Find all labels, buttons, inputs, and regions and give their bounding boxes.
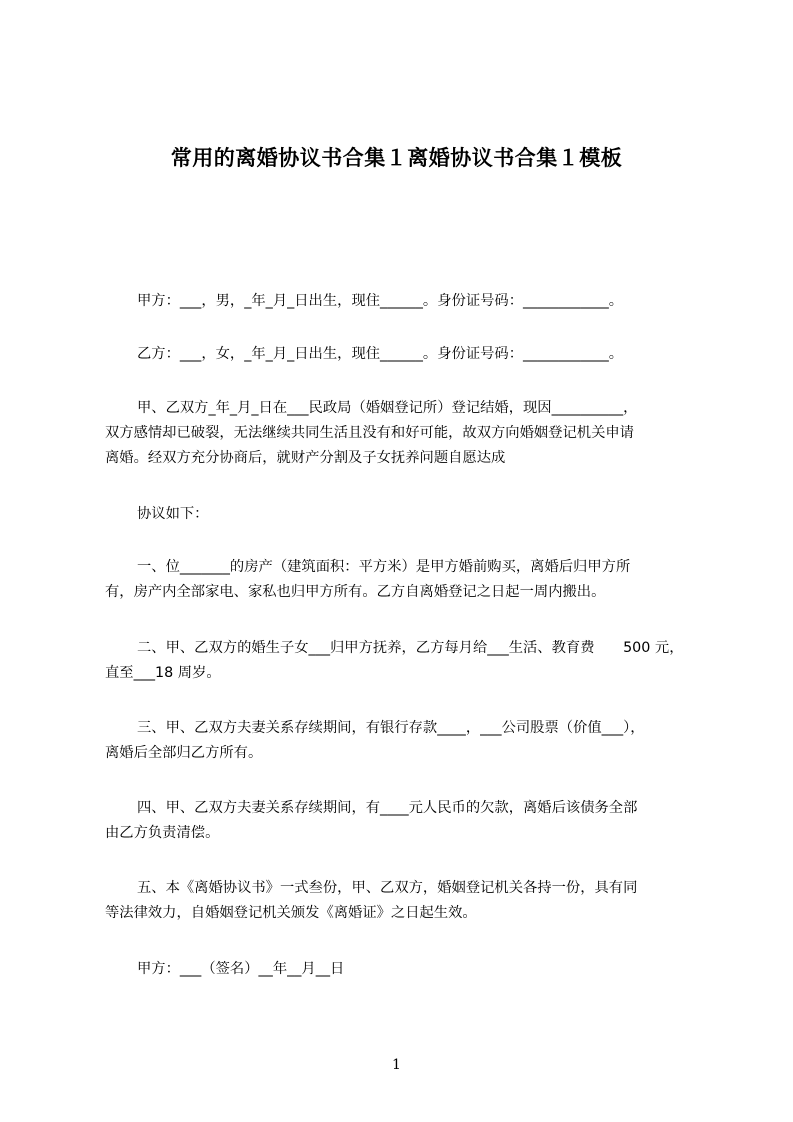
clause-2-line-2: 直至___18 周岁。	[105, 665, 221, 681]
clause-4-line-1: 四、甲、乙双方夫妻关系存续期间，有____元人民币的欠款，离婚后该债务全部	[137, 800, 638, 816]
agreement-heading	[105, 502, 705, 527]
agreement-heading-text: 协议如下：	[137, 506, 209, 522]
signature-a	[105, 957, 705, 982]
clause-1-line-1: 一、位_______的房产（建筑面积：平方米）是甲方婚前购买，离婚后归甲方所	[137, 559, 631, 575]
intro-line-3: 离婚。经双方充分协商后，就财产分割及子女抚养问题自愿达成	[105, 450, 506, 466]
clause-4-line-2: 由乙方负责清偿。	[105, 825, 220, 841]
intro-paragraph	[105, 396, 705, 471]
document-title: 常用的离婚协议书合集１离婚协议书合集１模板	[170, 146, 623, 170]
clause-5-line-2: 等法律效力，自婚姻登记机关颁发《离婚证》之日起生效。	[105, 905, 477, 921]
signature-a-text: 甲方：___（签名）__年__月__日	[137, 961, 345, 977]
clause-1	[105, 555, 705, 605]
clause-4	[105, 796, 705, 846]
intro-line-2: 双方感情却已破裂，无法继续共同生活且没有和好可能，故双方向婚姻登记机关申请	[105, 425, 634, 441]
clause-1-line-2: 有，房产内全部家电、家私也归甲方所有。乙方自离婚登记之日起一周内搬出。	[105, 584, 606, 600]
page-number: 1	[392, 1057, 401, 1073]
party-a-line	[105, 289, 705, 314]
clause-3	[105, 716, 705, 766]
clause-5	[105, 876, 705, 926]
party-b-line	[105, 342, 705, 367]
party-b-text: 乙方：___，女，_年_月_日出生，现住______。身份证号码：____________。	[137, 346, 624, 362]
clause-2-line-1: 二、甲、乙双方的婚生子女___归甲方抚养，乙方每月给___生活、教育费 500 元，	[137, 640, 684, 656]
party-a-text: 甲方：___，男，_年_月_日出生，现住______。身份证号码：____________。	[137, 293, 624, 309]
clause-3-line-2: 离婚后全部归乙方所有。	[105, 745, 263, 761]
clause-5-line-1: 五、本《离婚协议书》一式叁份，甲、乙双方，婚姻登记机关各持一份，具有同	[137, 880, 638, 896]
clause-3-line-1: 三、甲、乙双方夫妻关系存续期间，有银行存款____，___公司股票（价值___），	[137, 720, 645, 736]
clause-2	[105, 636, 705, 686]
intro-line-1: 甲、乙双方_年_月_日在___民政局（婚姻登记所）登记结婚，现因__________，	[137, 400, 638, 416]
